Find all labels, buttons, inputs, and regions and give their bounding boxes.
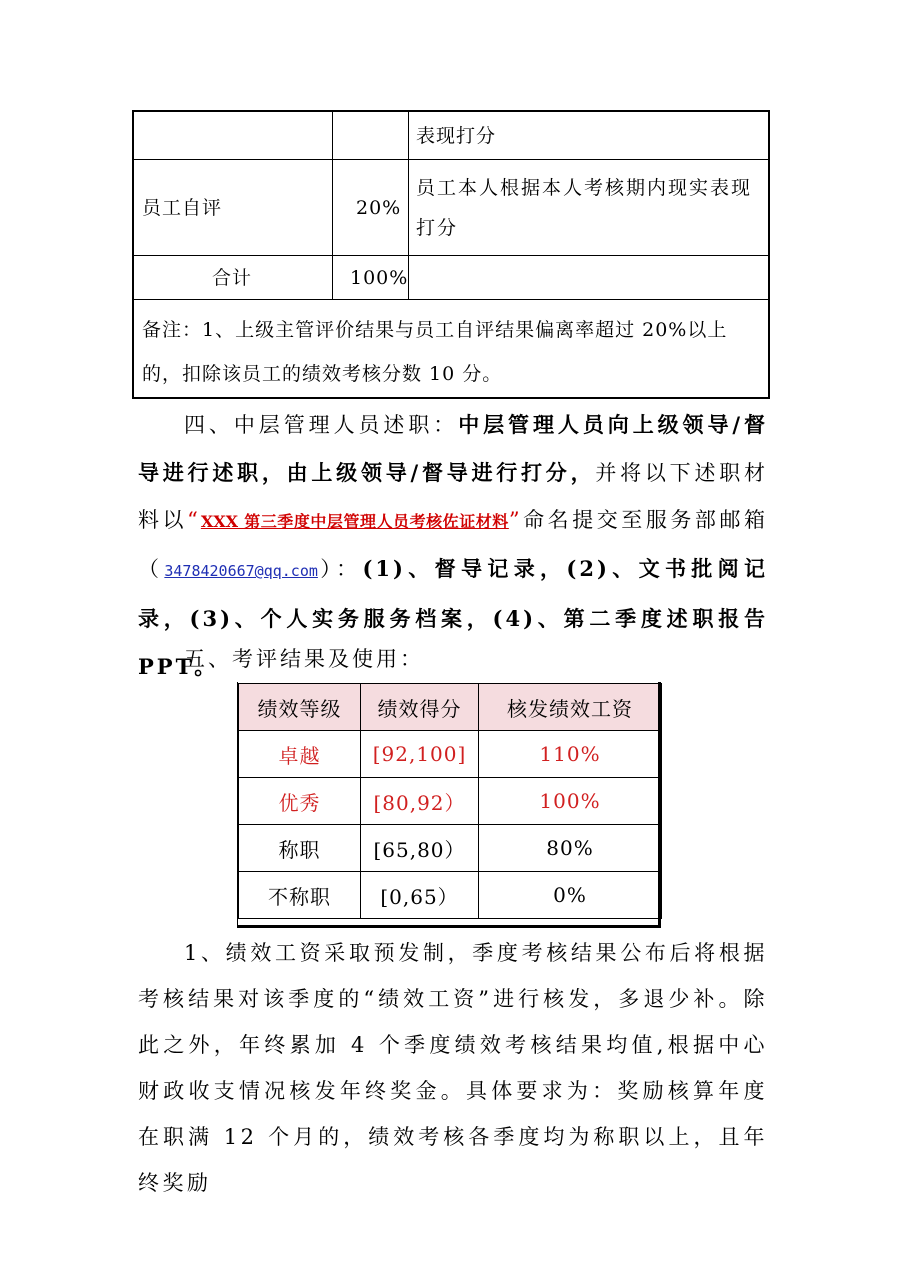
paragraph-1: 1、绩效工资采取预发制，季度考核结果公布后将根据考核结果对该季度的“绩效工资”进行核发，多退少补。除此之外，年终累加 4 个季度绩效考核结果均值,根据中心财政收支情况核发年终奖金。具体要求为：奖励核算年度在职满 12 个月的，绩效考核各季度均为称职以上，且年终奖励 <box>138 941 768 1195</box>
table-cell: 合计 <box>212 267 253 289</box>
column-header: 绩效得分 <box>361 684 479 731</box>
table-note: 备注：1、上级主管评价结果与员工自评结果偏离率超过 20%以上的，扣除该员工的绩效考核分数 10 分。 <box>142 319 728 385</box>
column-header: 绩效等级 <box>239 684 361 731</box>
table-header-row <box>239 684 662 731</box>
section-4-text: 并将以下述职材料以 <box>138 461 768 532</box>
column-header: 核发绩效工资 <box>479 684 662 731</box>
table-cell: 表现打分 <box>416 125 497 147</box>
grade-level: 优秀 <box>239 778 361 825</box>
grade-score: [65,80） <box>361 825 479 872</box>
grade-pay: 100% <box>479 778 662 825</box>
table-cell: 20% <box>356 197 402 219</box>
performance-grade-table <box>238 683 662 919</box>
material-name-link[interactable]: XXX 第三季度中层管理人员考核佐证材料 <box>200 512 509 531</box>
table-row <box>239 778 662 825</box>
section-4-lead: 四、中层管理人员述职： <box>184 413 459 437</box>
grade-level: 称职 <box>239 825 361 872</box>
table-cell: 100% <box>350 267 409 289</box>
grade-level: 不称职 <box>239 872 361 919</box>
table-divider <box>134 255 768 256</box>
table-row <box>239 872 662 919</box>
table-row <box>239 731 662 778</box>
table-cell: 员工本人根据本人考核期内现实表现打分 <box>416 177 753 239</box>
quote-mark: ” <box>508 508 523 532</box>
table-divider <box>134 299 768 300</box>
grade-score: [80,92） <box>361 778 479 825</box>
table-divider <box>134 159 768 160</box>
email-link[interactable]: 3478420667@qq.com <box>164 562 318 580</box>
grade-pay: 0% <box>479 872 662 919</box>
section-4-text: ）： <box>317 557 363 581</box>
section-4-bold-text: 中层管理人员向上级领导/督导进行述职，由上级领导/督导进行打分， <box>138 412 768 485</box>
table-cell: 员工自评 <box>142 197 223 219</box>
section-5-title: 五、考评结果及使用： <box>184 647 424 671</box>
quote-mark: “ <box>187 508 201 532</box>
grade-pay: 110% <box>479 731 662 778</box>
grade-score: [0,65） <box>361 872 479 919</box>
grade-level: 卓越 <box>239 731 361 778</box>
grade-score: [92,100] <box>361 731 479 778</box>
section-4-text: 命名提交至服务部邮箱（ <box>138 508 768 581</box>
section-4-items: (1)、督导记录，(2)、文书批阅记录，(3)、个人实务服务档案，(4)、第二季度述职报告 PPT。 <box>138 556 769 679</box>
table-divider <box>332 112 333 299</box>
grade-pay: 80% <box>479 825 662 872</box>
table-row <box>239 825 662 872</box>
evaluation-weight-table <box>132 110 770 399</box>
